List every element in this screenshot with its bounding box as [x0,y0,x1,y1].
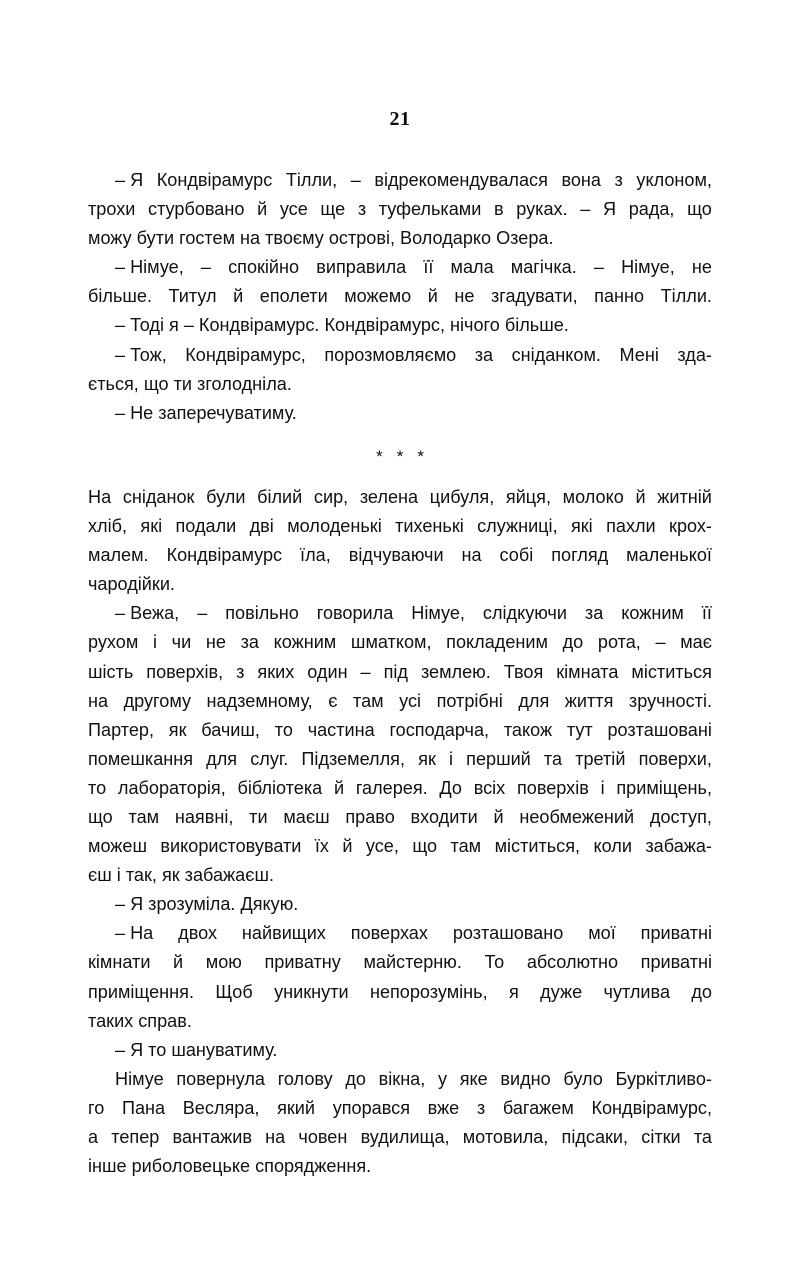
text-word: її [701,603,712,624]
text-word: чи [171,632,192,653]
text-word: – [200,257,211,278]
text-word: голову [277,1068,333,1089]
text-word: зда- [677,344,712,365]
scene-break-divider [88,428,712,483]
text-word: пахли [606,516,656,537]
paragraph [88,166,712,253]
text-word: що [687,199,712,220]
text-word: необмежений [519,806,635,827]
text-line [88,716,712,745]
text-word: надземному, [206,690,313,711]
text-word: не [691,257,712,278]
text-word: Титул [168,286,217,307]
text-word: вона [561,170,601,190]
text-word: рада, [628,199,675,220]
paragraph [88,483,712,599]
text-word: доступ, [649,806,712,827]
text-word: молоденькі [287,516,382,537]
text-word: на [88,690,109,711]
text-line: інше риболовецьке спорядження. [88,1156,372,1177]
text-word: і [448,748,454,769]
text-word: можемо [344,286,412,307]
text-word: хліб, [88,516,128,537]
text-line [115,599,712,628]
text-line: – Не заперечуватиму. [115,402,297,423]
text-word: як [418,748,436,769]
text-line [88,832,712,861]
text-word: що [412,836,438,857]
text-word: чутлива [603,981,671,1002]
asterisk-glyph: * [396,446,411,466]
text-word: Німуе [115,1068,164,1089]
text-line [88,1123,712,1152]
text-word: до [345,1068,366,1089]
text-word: вже [427,1097,460,1118]
text-word: другому [123,690,192,711]
paragraph [88,341,712,399]
text-word: говорила [316,603,394,624]
text-word: – [360,661,371,682]
text-word: за [584,603,604,624]
text-word: покладеним [446,632,548,653]
text-word: було [563,1068,603,1089]
text-word: ти [249,806,268,827]
text-line [115,919,712,948]
text-word: у [437,1068,448,1089]
text-word: поверхах [350,923,428,944]
text-word: білий [257,486,303,507]
text-word: то [88,777,107,798]
text-word: усі [399,690,422,711]
text-word: кімната [556,661,619,682]
text-word: усе, [365,836,399,857]
asterisk-glyph: * [417,446,431,466]
paragraph [88,1065,712,1181]
text-word: кімнати [88,952,151,973]
text-word: міститься [631,661,712,682]
text-word: порозмовляємо [324,344,457,365]
text-word: має [680,632,712,653]
text-word: розташовані [607,719,712,740]
text-word: для [518,690,550,711]
text-word: Буркітливо- [615,1068,712,1089]
text-word: там [128,806,160,827]
text-word: не [454,286,475,307]
text-word: Пана [121,1097,166,1118]
text-word: не [205,632,226,653]
text-word: там [450,836,482,857]
text-word: господарча, [389,719,490,740]
text-word: малем. [88,545,149,566]
text-word: повільно [225,603,299,624]
text-word: тихенькі [395,516,464,537]
text-word: Кондвірамурс [156,170,273,190]
text-word: можеш [88,836,147,857]
text-word: – [197,603,208,624]
text-word: Тілли, [285,170,338,190]
text-word: з [476,1097,486,1118]
text-word: найвищих [241,923,326,944]
text-word: вікна, [378,1068,426,1089]
text-word: використовувати [160,836,302,857]
text-word: повернула [176,1068,265,1089]
text-word: їх [314,836,329,857]
text-word: з [614,170,623,190]
text-word: шматком, [350,632,432,653]
text-word: її [423,257,434,278]
text-word: Кондвірамурс, [591,1097,712,1118]
text-word: а [88,1127,99,1147]
text-word: стурбовано [148,199,245,220]
text-word: – Німуе, [115,257,184,278]
text-word: житній [657,486,712,507]
text-word: які [570,516,593,537]
text-word: бачиш, [201,719,260,740]
text-word: Підземелля, [301,748,406,769]
text-word: двох [178,923,218,944]
text-word: Я [602,199,617,220]
paragraph [88,399,712,428]
text-word: слуг. [250,748,289,769]
text-line [88,628,712,657]
asterisk-glyph: * [376,446,390,466]
text-word: зручності. [628,690,712,711]
text-word: в [493,199,504,220]
text-word: всіх [473,777,506,798]
text-word: й [635,486,646,507]
text-word: приватні [640,952,712,973]
text-word: тут [566,719,593,740]
text-word: який [277,1097,316,1118]
text-word: – Вежа, [115,603,180,624]
text-word: й [342,836,353,857]
text-word: багажем [502,1097,574,1118]
text-word: також [503,719,553,740]
text-word: перший [466,748,531,769]
text-word: на [461,545,482,566]
text-word: до [691,981,712,1002]
text-word: – [655,632,666,653]
text-word: вудилища, [360,1127,450,1147]
text-word: мотовила, [462,1127,549,1147]
page-text-block [88,166,712,1181]
text-line: – Тоді я – Кондвірамурс. Кондвірамурс, нічого більше. [115,315,569,336]
text-word: яйця, [505,486,551,507]
text-word: і [152,632,157,653]
text-word: Німуе, [411,603,465,624]
text-word: приміщення. [88,981,194,1002]
text-word: наявні, [174,806,234,827]
text-word: Німуе, [621,257,675,278]
text-word: частина [307,719,375,740]
text-line [88,282,712,311]
text-word: рота, [597,632,641,653]
text-word: з [357,199,367,220]
text-line [88,658,712,687]
text-word: собі [499,545,534,566]
text-word: спокійно [228,257,300,278]
text-line: чародійки. [88,574,175,595]
text-word: з [236,661,245,682]
text-word: погляд [551,545,609,566]
text-word: го [88,1097,105,1118]
text-line: таких справ. [88,1010,192,1031]
text-word: кожним [621,603,684,624]
text-line [88,1094,712,1123]
text-word: – [580,199,591,220]
text-word: на [265,1127,286,1147]
text-word: сніданком. [511,344,601,365]
text-line [88,512,712,541]
text-word: дві [249,516,274,537]
text-word: є [328,690,338,711]
text-word: човен [298,1127,348,1147]
text-line [88,948,712,977]
text-word: життя [564,690,614,711]
text-word: вантажив [172,1127,252,1147]
paragraph [88,890,712,919]
text-word: як [168,719,187,740]
text-line: єш і так, як забажаєш. [88,865,274,886]
text-word: були [206,486,246,507]
text-word: приватну [264,952,341,973]
text-line [115,166,712,195]
text-word: міститься, [494,836,581,857]
text-word: мою [205,952,242,973]
text-word: розташовано [452,923,564,944]
paragraph [88,599,712,890]
text-word: третій [575,748,626,769]
paragraph [88,253,712,311]
text-word: кожним [273,632,337,653]
text-word: потрібні [436,690,503,711]
text-word: – [350,170,361,190]
text-word: згадувати, [490,286,578,307]
text-word: руках. [516,199,568,220]
text-word: сітки [641,1127,681,1147]
text-word: подали [175,516,237,537]
paragraph [88,311,712,340]
text-word: упорався [332,1097,410,1118]
text-line: – Я то шануватиму. [115,1039,278,1060]
text-word: відчуваючи [348,545,444,566]
text-word: й [493,806,504,827]
text-word: тепер [111,1127,160,1147]
text-word: один [307,661,348,682]
text-word: ще [320,199,346,220]
text-word: еполети [259,286,328,307]
text-word: для [206,748,238,769]
text-word: служниці, [477,516,558,537]
text-word: молоко [562,486,624,507]
page-number: 21 [389,108,411,130]
text-word: мої [588,923,616,944]
text-word: за [240,632,259,653]
paragraph [88,1036,712,1065]
text-line [88,803,712,832]
text-word: Кондвірамурс, [185,344,306,365]
text-word: усе [279,199,308,220]
text-word: видно [500,1068,551,1089]
text-word: галерея. [355,777,428,798]
text-word: крох- [669,516,712,537]
text-word: коли [593,836,632,857]
text-line [115,341,712,370]
text-word: до [562,632,584,653]
text-word: право [345,806,395,827]
text-word: Мені [619,344,659,365]
text-word: панно [594,286,645,307]
text-word: та [543,748,563,769]
text-word: магічка. [510,257,577,278]
text-word: – На [115,923,154,944]
text-line [88,541,712,570]
text-word: Весляра, [182,1097,260,1118]
text-line: – Я зрозуміла. Дякую. [115,894,299,915]
text-word: забажа- [645,836,712,857]
text-word: На [88,486,112,507]
text-word: рухом [88,632,139,653]
text-line: можу бути гостем на твоєму острові, Володарко Озера. [88,228,554,249]
text-word: Твоя [503,661,544,682]
text-word: До [439,777,462,798]
text-line [88,774,712,803]
text-word: – Тож, [115,344,167,365]
text-word: – Я [115,170,144,190]
text-word: помешкання [88,748,194,769]
text-word: виправила [316,257,407,278]
text-line [115,253,712,282]
text-line [88,195,712,224]
text-word: маленької [626,545,712,566]
text-line [88,745,712,774]
text-word: приміщень, [616,777,712,798]
text-word: під [383,661,408,682]
text-word: маєш [283,806,330,827]
text-word: які [140,516,163,537]
text-word: лабораторія, [117,777,226,798]
paragraph [88,919,712,1035]
text-line [115,1065,712,1094]
text-word: і [600,777,605,798]
text-word: уникнути [274,981,349,1002]
text-line [88,978,712,1007]
text-word: дуже [540,981,583,1002]
text-word: мала [450,257,494,278]
text-word: туфельками [378,199,482,220]
text-word: сніданок [122,486,195,507]
text-word: То [484,952,505,973]
text-word: приватні [640,923,712,944]
text-word: цибуля, [429,486,495,507]
text-word: й [233,286,244,307]
text-word: яке [459,1068,488,1089]
text-word: підсаки, [561,1127,629,1147]
text-word: та [693,1127,712,1147]
text-word: й [173,952,184,973]
text-word: відрекомендувалася [374,170,548,190]
text-word: непорозумінь, [369,981,488,1002]
text-word: абсолютно [526,952,619,973]
text-line: ється, що ти зголодніла. [88,373,292,394]
text-word: Партер, [88,719,154,740]
text-word: слідкуючи [482,603,567,624]
text-word: більше. [88,286,152,307]
text-word: що [88,806,113,827]
text-word: я [509,981,519,1002]
text-word: й [427,286,438,307]
text-word: то [274,719,293,740]
text-word: й [333,777,345,798]
text-word: там [353,690,384,711]
text-word: поверхів, [146,661,224,682]
text-word: Щоб [215,981,253,1002]
text-word: за [474,344,494,365]
text-word: поверхів [516,777,589,798]
text-word: трохи [88,199,136,220]
text-word: – [593,257,604,278]
text-word: зелена [359,486,419,507]
text-word: шість [88,661,134,682]
text-word: уклоном, [636,170,712,190]
text-word: їла, [300,545,331,566]
text-word: входити [410,806,478,827]
text-word: й [257,199,268,220]
text-word: бібліотека [237,777,323,798]
text-word: сир, [313,486,349,507]
text-word: землею. [420,661,491,682]
text-word: Кондвірамурс [166,545,283,566]
text-word: майстерню. [363,952,462,973]
text-line [88,483,712,512]
text-word: яких [257,661,295,682]
text-line [88,687,712,716]
text-word: поверхи, [638,748,712,769]
text-word: Тілли. [660,286,712,307]
